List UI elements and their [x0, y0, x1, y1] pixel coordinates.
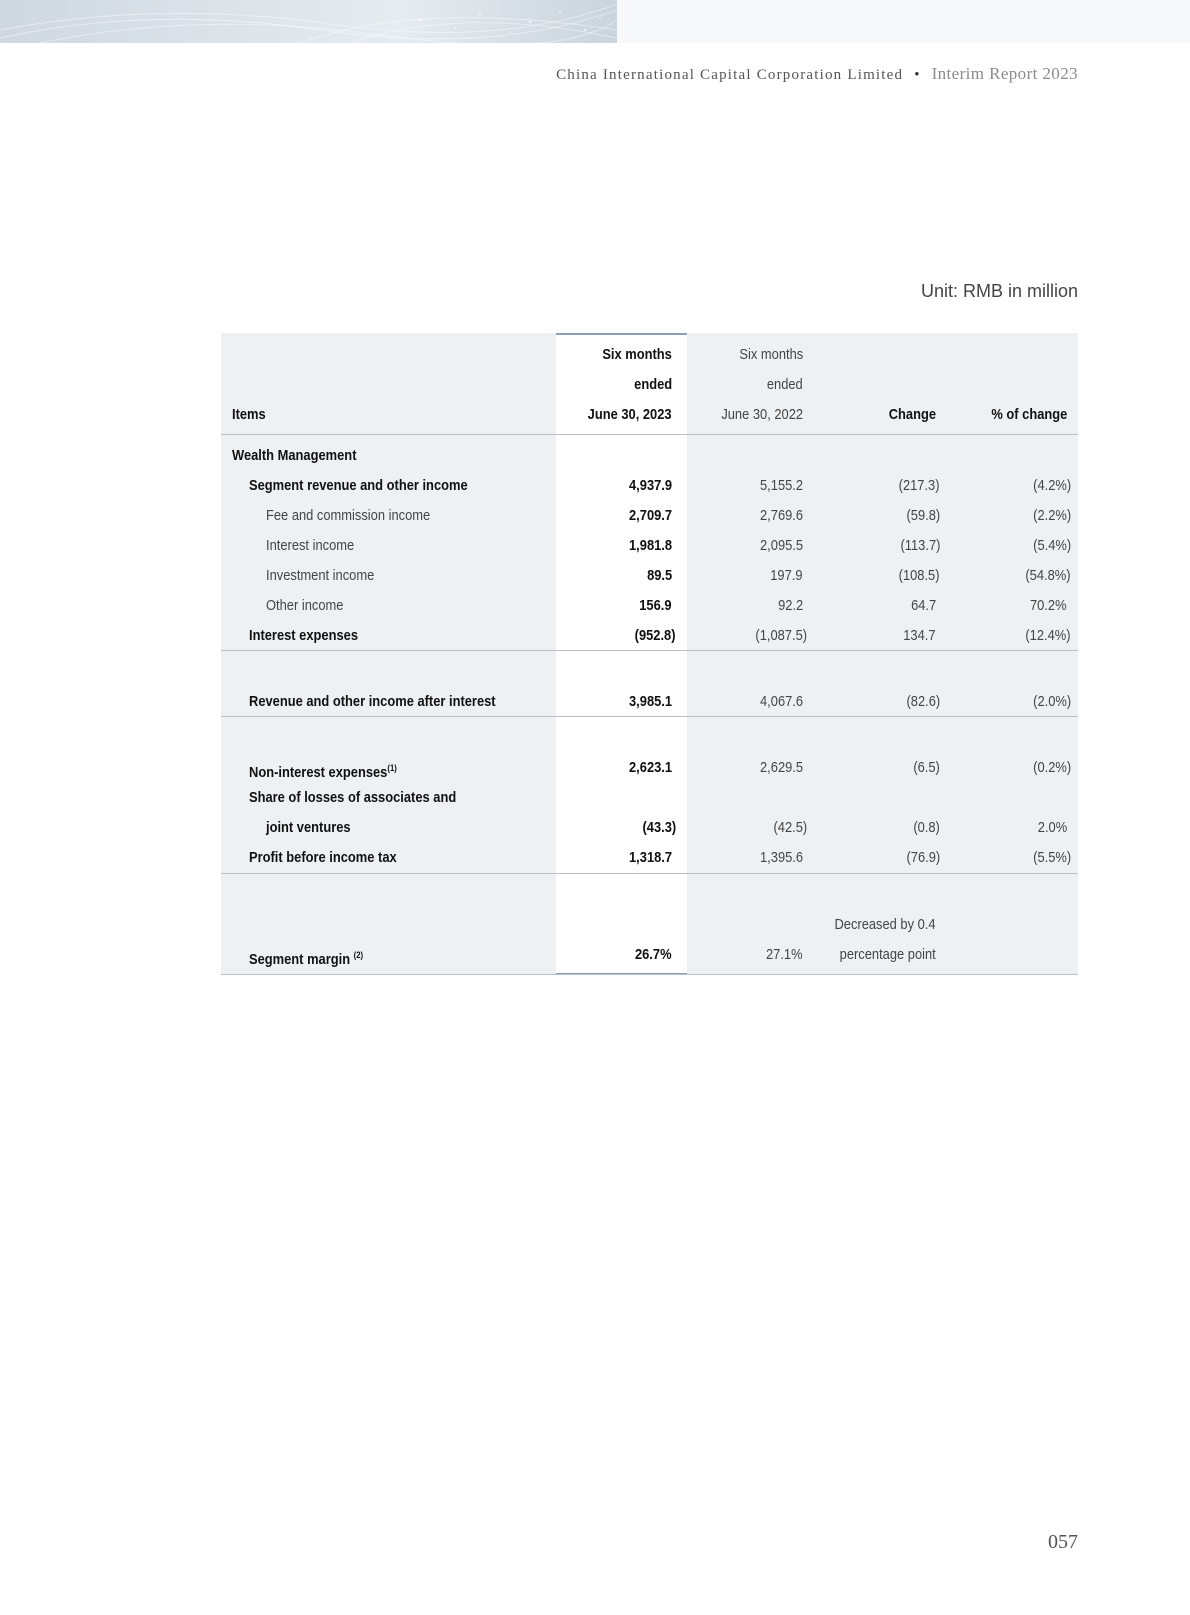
value-pct: (12.4%)	[1025, 627, 1071, 644]
header-divider	[221, 434, 1078, 435]
value-change: (0.8)	[913, 819, 940, 836]
table-shade-left	[221, 333, 556, 975]
value-pct: (5.4%)	[1032, 537, 1071, 554]
value-change-line1: Decreased by 0.4	[834, 916, 936, 933]
row-label	[249, 945, 363, 970]
value-2023: 2,623.1	[628, 759, 672, 776]
value-2023: (952.8)	[635, 627, 676, 644]
value-pct: (0.2%)	[1032, 759, 1071, 776]
value-pct: (4.2%)	[1032, 477, 1071, 494]
value-pct: (54.8%)	[1025, 567, 1071, 584]
header-change: Change	[888, 406, 936, 423]
value-2022: 2,769.6	[759, 507, 803, 524]
footnote-marker: (1)	[387, 763, 397, 773]
value-2023: 26.7%	[635, 946, 672, 963]
value-change: 134.7	[903, 627, 936, 644]
table-bottom-border	[221, 974, 1078, 975]
value-2022: 92.2	[777, 597, 803, 614]
value-change: (113.7)	[900, 537, 940, 554]
header-2023-line3: June 30, 2023	[588, 406, 672, 423]
table-shade-right	[687, 333, 1078, 975]
row-divider	[221, 716, 1078, 717]
value-change: (59.8)	[906, 507, 940, 524]
header-2022-line2: ended	[767, 376, 803, 393]
value-pct: (2.0%)	[1032, 693, 1071, 710]
value-2022: (1,087.5)	[755, 627, 807, 644]
value-2022: 27.1%	[766, 946, 803, 963]
value-change: (108.5)	[899, 567, 940, 584]
row-divider	[221, 873, 1078, 874]
row-label	[249, 758, 397, 783]
row-label: Other income	[266, 597, 344, 614]
value-2022: 2,095.5	[759, 537, 803, 554]
value-2023: 2,709.7	[628, 507, 672, 524]
segment-table	[221, 333, 1078, 975]
value-2022: 1,395.6	[759, 849, 803, 866]
header-decorative-banner	[0, 0, 617, 43]
value-2023: 4,937.9	[628, 477, 672, 494]
row-label-continued: joint ventures	[266, 819, 351, 836]
footnote-marker: (2)	[353, 950, 364, 960]
row-label: Investment income	[266, 567, 375, 584]
value-2023: 89.5	[646, 567, 672, 584]
header-items: Items	[232, 406, 266, 423]
value-pct: (2.2%)	[1032, 507, 1071, 524]
row-label: Profit before income tax	[249, 849, 397, 866]
value-2023: 1,981.8	[628, 537, 672, 554]
value-pct: 2.0%	[1037, 819, 1067, 836]
row-label: Interest income	[266, 537, 355, 554]
value-change-line2: percentage point	[839, 946, 936, 963]
value-2023: 156.9	[639, 597, 672, 614]
company-name: China International Capital Corporation Limited	[556, 67, 904, 83]
header-2023-line1: Six months	[602, 346, 672, 363]
header-separator: •	[914, 67, 921, 83]
value-change: (6.5)	[913, 759, 940, 776]
header-2022-line3: June 30, 2022	[721, 406, 803, 423]
page-number: 057	[1048, 1531, 1078, 1553]
unit-label: Unit: RMB in million	[920, 281, 1078, 301]
value-change: (217.3)	[899, 477, 940, 494]
value-2022: 5,155.2	[759, 477, 803, 494]
row-label: Segment revenue and other income	[249, 477, 468, 494]
row-divider	[221, 650, 1078, 651]
value-2022: 197.9	[770, 567, 803, 584]
row-label: Revenue and other income after interest	[249, 693, 496, 710]
row-label: Share of losses of associates and	[249, 789, 457, 806]
row-label-text: Non-interest expenses	[249, 764, 388, 781]
value-pct: (5.5%)	[1032, 849, 1071, 866]
header-2022-line1: Six months	[739, 346, 803, 363]
value-2023: 1,318.7	[628, 849, 672, 866]
table-current-period-column	[556, 333, 687, 975]
page-header	[556, 64, 1078, 84]
value-2023: 3,985.1	[628, 693, 672, 710]
row-label-text: Segment margin	[249, 951, 351, 968]
row-label: Fee and commission income	[266, 507, 431, 524]
value-pct: 70.2%	[1030, 597, 1067, 614]
row-label: Interest expenses	[249, 627, 358, 644]
report-title: Interim Report 2023	[931, 64, 1078, 83]
section-title: Wealth Management	[232, 447, 357, 464]
value-change: 64.7	[910, 597, 936, 614]
header-pct-change: % of change	[991, 406, 1067, 423]
header-2023-line2: ended	[633, 376, 672, 393]
value-2023: (43.3)	[642, 819, 676, 836]
value-change: (76.9)	[906, 849, 940, 866]
value-2022: 2,629.5	[759, 759, 803, 776]
value-2022: 4,067.6	[759, 693, 803, 710]
value-change: (82.6)	[906, 693, 940, 710]
value-2022: (42.5)	[773, 819, 807, 836]
